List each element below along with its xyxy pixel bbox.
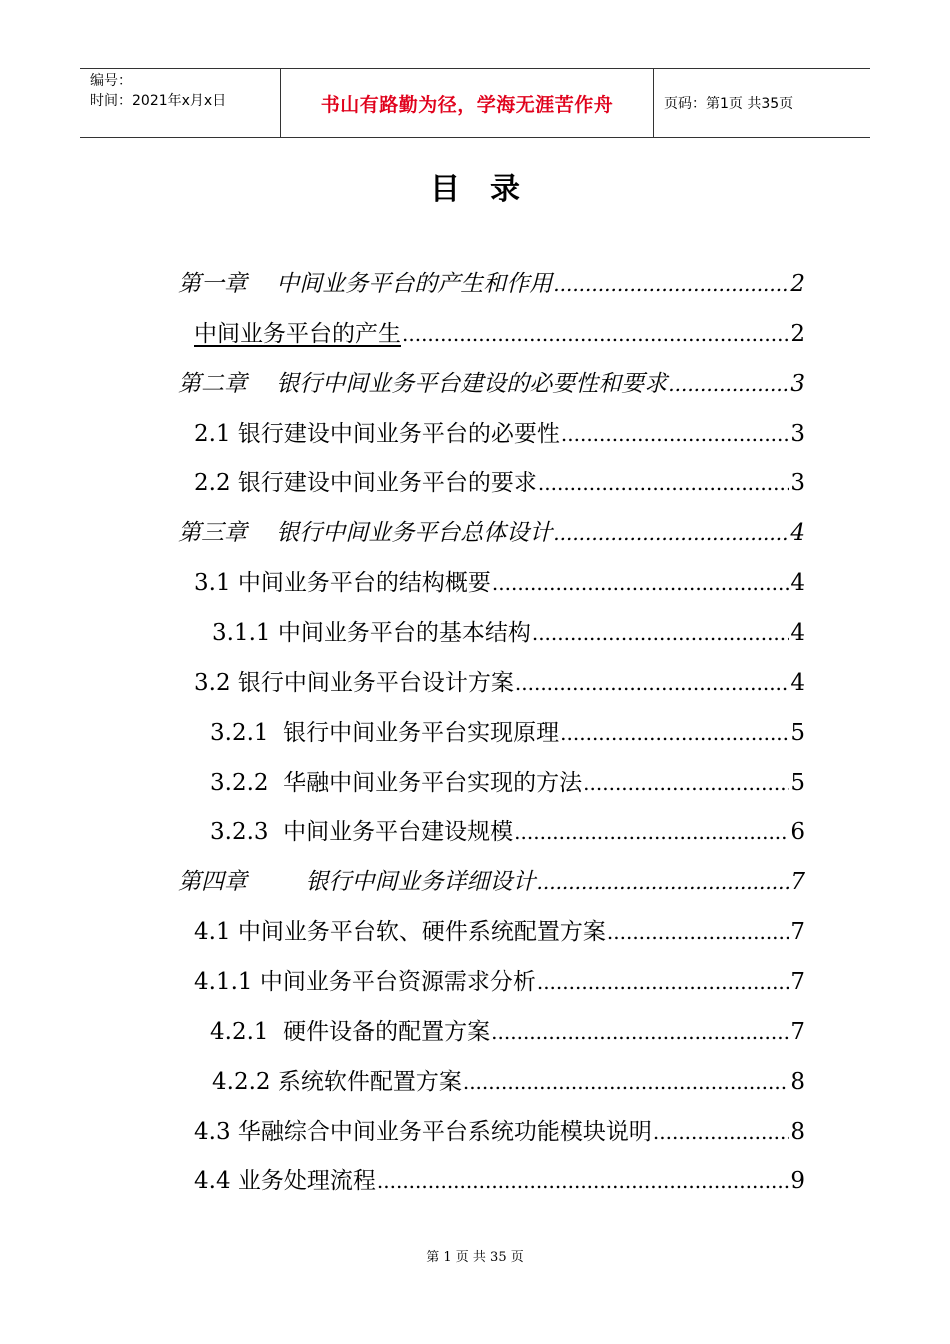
toc-title-char-2: 录 bbox=[490, 172, 520, 207]
header-motto: 书山有路勤为径，学海无涯苦作舟 bbox=[281, 69, 654, 137]
toc-entry-4-2-1[interactable] bbox=[210, 1012, 805, 1052]
header-page-info: 页码：第1页 共35页 bbox=[664, 96, 794, 112]
toc-entry-1-1[interactable] bbox=[194, 314, 805, 354]
toc-leader-dots bbox=[668, 364, 789, 404]
toc-entry-text: 4.4 业务处理流程 bbox=[194, 1168, 376, 1194]
toc-leader-dots bbox=[553, 513, 789, 553]
toc-entry-3-1-1[interactable] bbox=[212, 613, 805, 653]
toc-leader-dots bbox=[537, 862, 790, 902]
toc-entry-4-4[interactable] bbox=[194, 1161, 805, 1201]
toc-leader-dots bbox=[377, 1161, 789, 1201]
toc-entry-text: 2.2 银行建设中间业务平台的要求 bbox=[194, 470, 537, 496]
toc-entry-page: 9 bbox=[790, 1168, 805, 1194]
toc-leader-dots bbox=[515, 663, 789, 703]
toc-entry-page: 3 bbox=[790, 421, 805, 447]
toc-entry-chapter-3[interactable] bbox=[178, 513, 805, 553]
toc-entry-text: 第二章 银行中间业务平台建设的必要性和要求 bbox=[178, 371, 668, 397]
toc-entry-text: 2.1 银行建设中间业务平台的必要性 bbox=[194, 421, 560, 447]
toc-entry-text: 3.2.1 银行中间业务平台实现原理 bbox=[210, 720, 560, 746]
toc-entry-page: 4 bbox=[790, 620, 805, 646]
toc-entry-text: 4.1.1 中间业务平台资源需求分析 bbox=[194, 969, 536, 995]
toc-entry-4-1[interactable] bbox=[194, 912, 805, 952]
toc-entry-2-2[interactable] bbox=[194, 463, 805, 503]
toc-entry-text: 4.1 中间业务平台软、硬件系统配置方案 bbox=[194, 919, 606, 945]
toc-leader-dots bbox=[514, 812, 789, 852]
toc-entry-3-2-3[interactable] bbox=[210, 812, 805, 852]
toc-leader-dots bbox=[561, 414, 789, 454]
toc-entry-chapter-1[interactable] bbox=[178, 264, 805, 304]
toc-leader-dots bbox=[583, 763, 789, 803]
toc-entry-page: 2 bbox=[790, 271, 805, 297]
toc-entry-text: 3.2.3 中间业务平台建设规模 bbox=[210, 819, 514, 845]
toc-entry-page: 7 bbox=[790, 1019, 805, 1045]
toc-entry-page: 3 bbox=[790, 470, 805, 496]
toc-entry-page: 4 bbox=[790, 670, 805, 696]
toc-leader-dots bbox=[560, 713, 789, 753]
toc-entry-chapter-4[interactable] bbox=[178, 862, 805, 902]
toc-entry-3-2-1[interactable] bbox=[210, 713, 805, 753]
toc-entry-page: 4 bbox=[790, 570, 805, 596]
toc-leader-dots bbox=[538, 463, 789, 503]
toc-entry-text: 4.3 华融综合中间业务平台系统功能模块说明 bbox=[194, 1119, 652, 1145]
toc-entry-chapter-2[interactable] bbox=[178, 364, 805, 404]
toc-leader-dots bbox=[553, 264, 789, 304]
toc-leader-dots bbox=[653, 1112, 789, 1152]
toc-entry-3-2-2[interactable] bbox=[210, 763, 805, 803]
toc-leader-dots bbox=[463, 1062, 790, 1102]
toc-entry-3-1[interactable] bbox=[194, 563, 805, 603]
toc-entry-page: 6 bbox=[790, 819, 805, 845]
toc-title bbox=[0, 164, 950, 208]
toc-leader-dots bbox=[537, 962, 790, 1002]
toc-entry-text: 3.1 中间业务平台的结构概要 bbox=[194, 570, 491, 596]
toc-entry-3-2[interactable] bbox=[194, 663, 805, 703]
toc-leader-dots bbox=[492, 563, 789, 603]
toc-entry-page: 7 bbox=[790, 919, 805, 945]
toc-entry-page: 3 bbox=[790, 371, 805, 397]
toc-entry-page: 5 bbox=[790, 770, 805, 796]
toc-entry-page: 7 bbox=[790, 969, 805, 995]
toc-entry-text: 第一章 中间业务平台的产生和作用 bbox=[178, 271, 553, 297]
toc-entry-text: 3.2 银行中间业务平台设计方案 bbox=[194, 670, 514, 696]
header-meta bbox=[80, 69, 281, 137]
toc-leader-dots bbox=[402, 314, 789, 354]
toc-entry-text: 第四章 银行中间业务详细设计 bbox=[178, 869, 536, 895]
toc-leader-dots bbox=[607, 912, 789, 952]
toc-entry-page: 8 bbox=[790, 1119, 805, 1145]
toc-entry-4-3[interactable] bbox=[194, 1112, 805, 1152]
toc-entry-text: 中间业务平台的产生 bbox=[194, 321, 401, 347]
number-label: 编号： bbox=[90, 73, 132, 89]
toc-entry-text: 4.2.2 系统软件配置方案 bbox=[212, 1069, 462, 1095]
toc-entry-page: 8 bbox=[790, 1069, 805, 1095]
toc-entry-page: 7 bbox=[790, 869, 805, 895]
toc-entry-page: 4 bbox=[790, 520, 805, 546]
toc-entry-page: 5 bbox=[790, 720, 805, 746]
toc-entry-text: 4.2.1 硬件设备的配置方案 bbox=[210, 1019, 491, 1045]
toc-entry-page: 2 bbox=[790, 321, 805, 347]
toc-entry-2-1[interactable] bbox=[194, 414, 805, 454]
toc-entry-text: 3.2.2 华融中间业务平台实现的方法 bbox=[210, 770, 583, 796]
toc-leader-dots bbox=[491, 1012, 789, 1052]
toc-title-char-1: 目 bbox=[430, 172, 460, 207]
toc-entry-4-1-1[interactable] bbox=[194, 962, 805, 1002]
toc-entry-4-2-2[interactable] bbox=[212, 1062, 805, 1102]
time-label: 时间：2021年x月x日 bbox=[90, 93, 227, 109]
toc-leader-dots bbox=[532, 613, 790, 653]
page-footer: 第 1 页 共 35 页 bbox=[426, 1250, 524, 1265]
toc-entry-text: 3.1.1 中间业务平台的基本结构 bbox=[212, 620, 531, 646]
toc-entry-text: 第三章 银行中间业务平台总体设计 bbox=[178, 520, 553, 546]
document-header bbox=[80, 68, 870, 138]
